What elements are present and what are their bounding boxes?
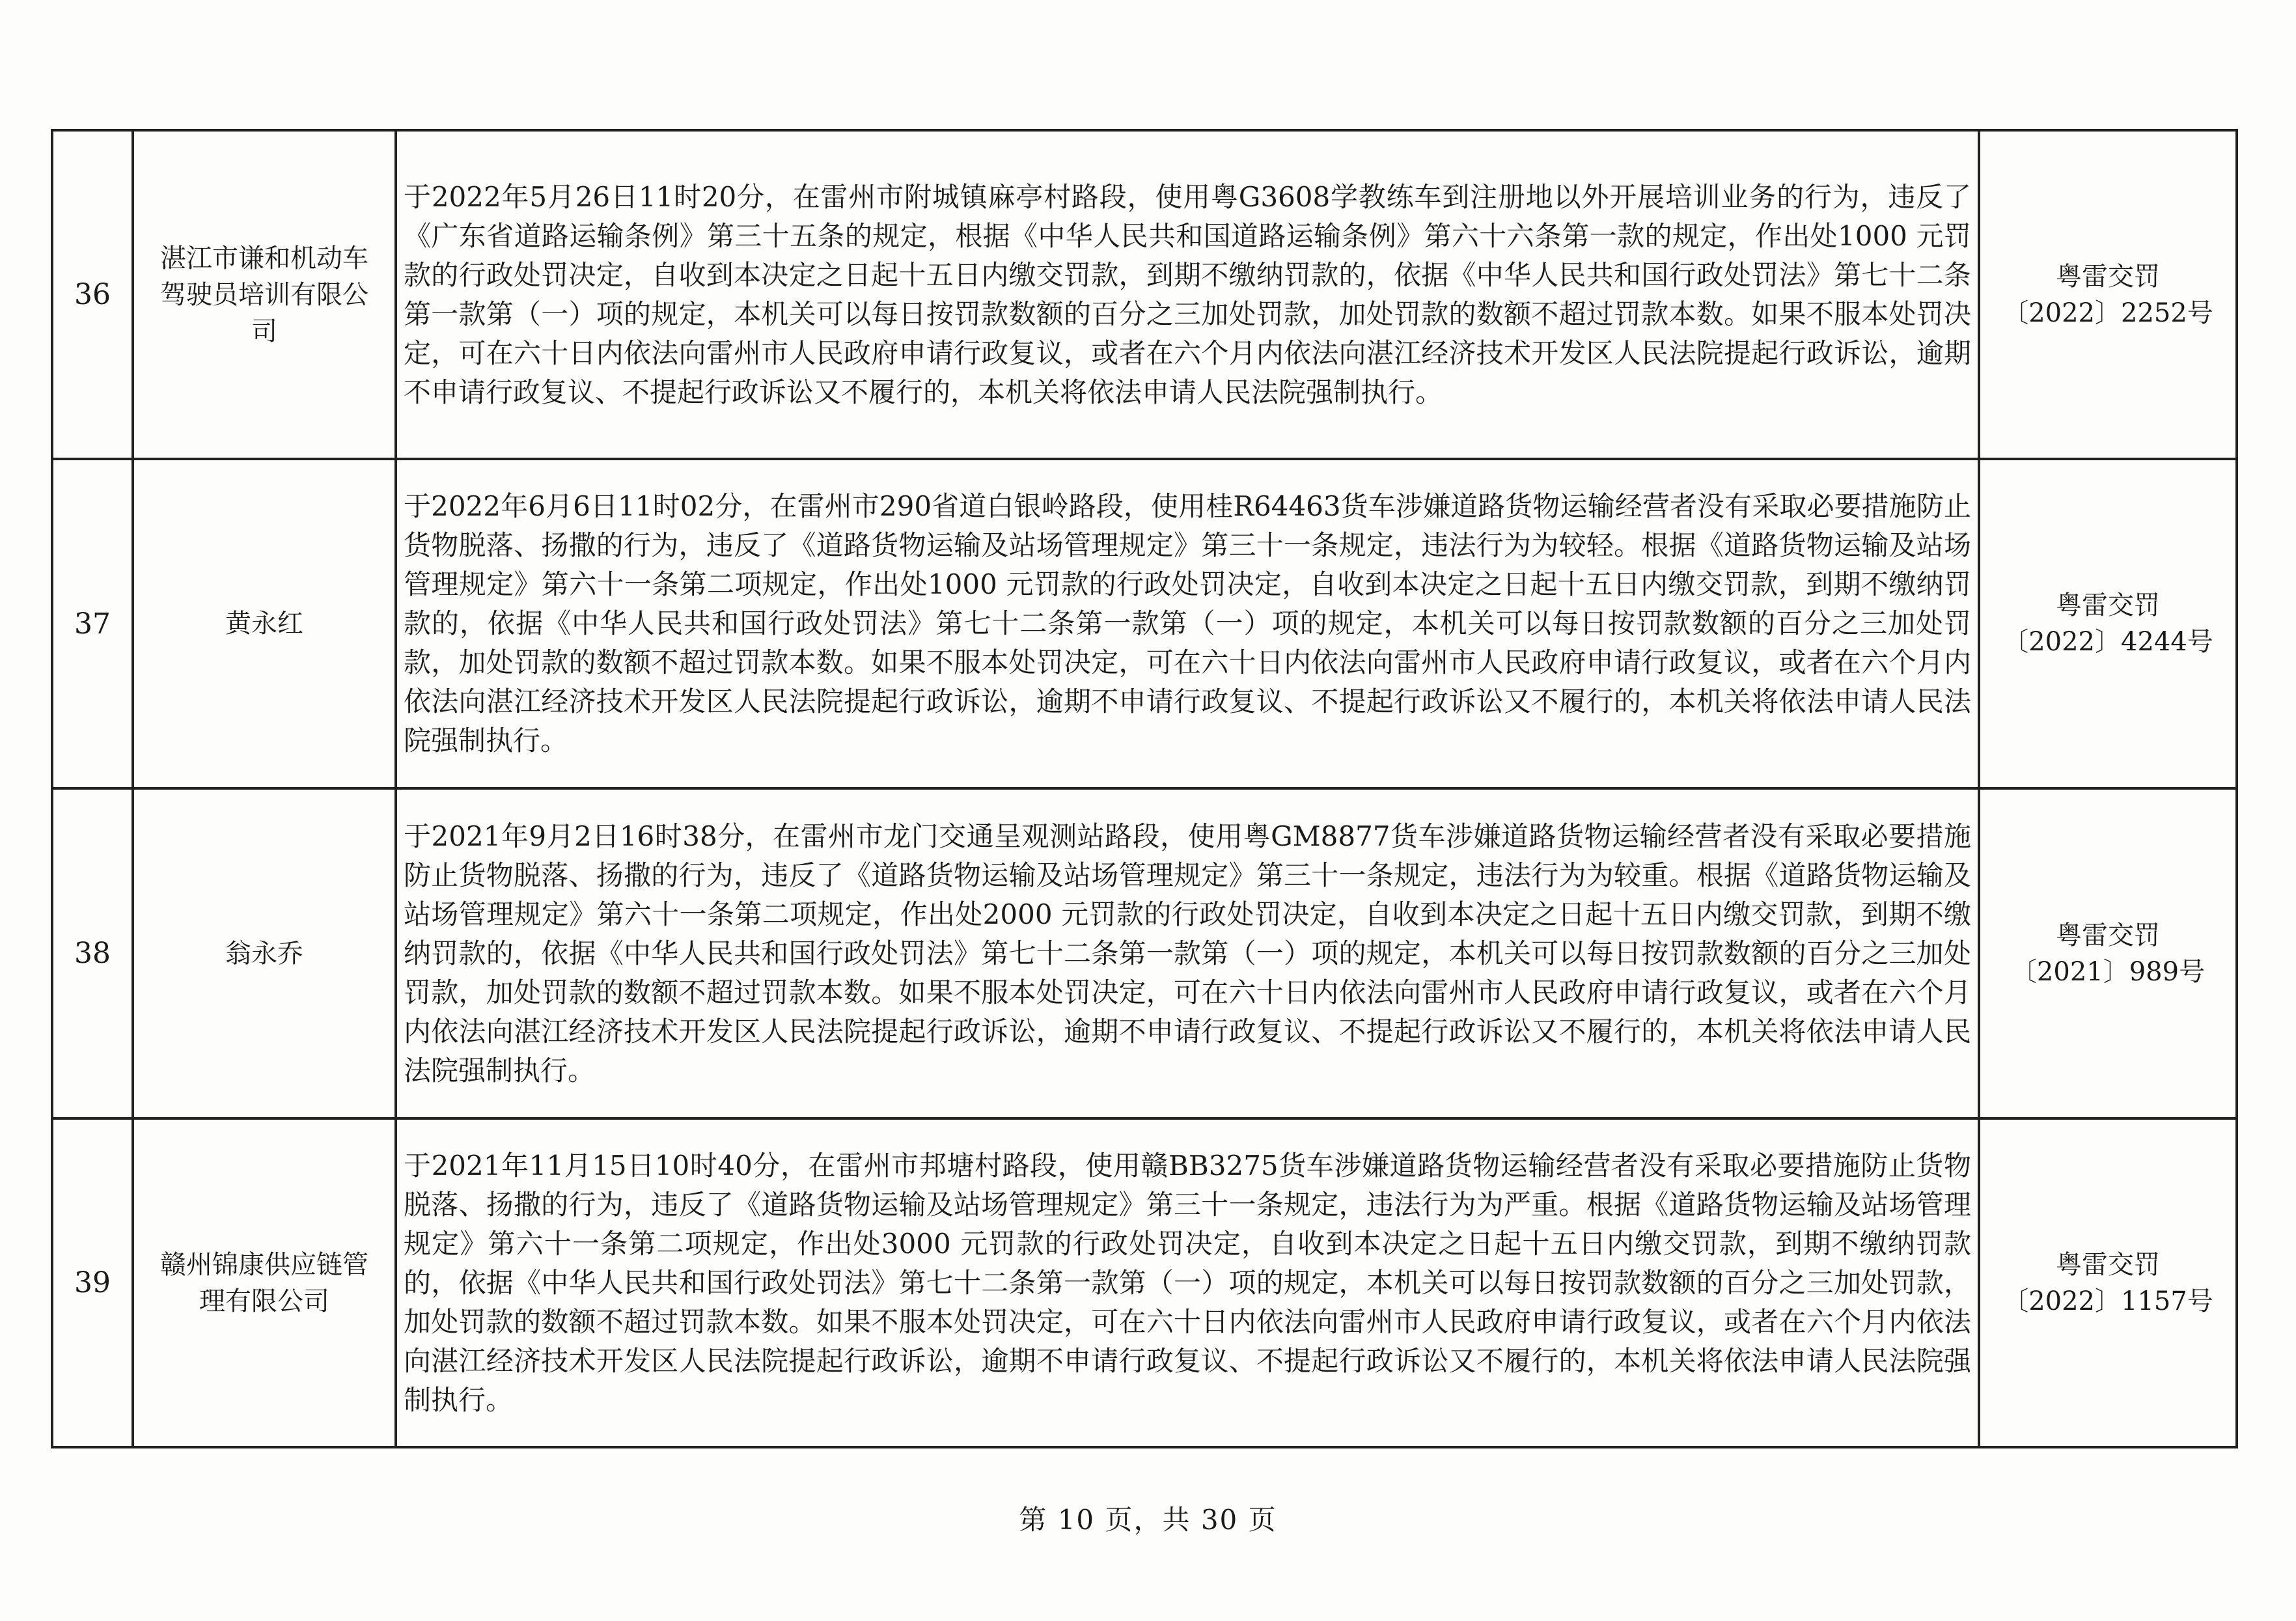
decision-number (1979, 130, 2237, 459)
row-number: 39 (52, 1118, 133, 1447)
page-number-footer: 第 10 页，共 30 页 (1019, 1504, 1277, 1536)
decision-number (1979, 1118, 2237, 1447)
violation-description (396, 1118, 1979, 1447)
decision-number-prefix: 粤雷交罚 (2056, 261, 2160, 292)
decision-number-code: 〔2022〕1157号 (2002, 1286, 2213, 1316)
row-number: 38 (52, 788, 133, 1118)
violation-description-text: 于2022年6月6日11时02分，在雷州市290省道白银岭路段，使用桂R64463货车涉嫌道路货物运输经营者没有采取必要措施防止货物脱落、扬撒的行为，违反了《道路货物运输及站场管理规定》第三十一条规定，违法行为为较轻。根据《道路货物运输及站场管理规定》第六十一条第二项规定，作出处1000 元罚款的行政处罚决定，自收到本决定之日起十五日内缴交罚款，到期不缴纳罚款的，依据《中华人民共和国行政处罚法》第七十二条第一款第（一）项的规定，本机关可以每日按罚款数额的百分之三加处罚款，加处罚款的数额不超过罚款本数。如果不服本处罚决定，可在六十日内依法向雷州市人民政府申请行政复议，或者在六个月内依法向湛江经济技术开发区人民法院提起行政诉讼，逾期不申请行政复议、不提起行政诉讼又不履行的，本机关将依法申请人民法院强制执行。 (404, 490, 1971, 756)
party-name: 翁永乔 (133, 788, 396, 1118)
decision-number (1979, 459, 2237, 788)
violation-description-text: 于2021年11月15日10时40分，在雷州市邦塘村路段，使用赣BB3275货车涉嫌道路货物运输经营者没有采取必要措施防止货物脱落、扬撒的行为，违反了《道路货物运输及站场管理规定》第三十一条规定，违法行为为严重。根据《道路货物运输及站场管理规定》第六十一条第二项规定，作出处3000 元罚款的行政处罚决定，自收到本决定之日起十五日内缴交罚款，到期不缴纳罚款的，依据《中华人民共和国行政处罚法》第七十二条第一款第（一）项的规定，本机关可以每日按罚款数额的百分之三加处罚款，加处罚款的数额不超过罚款本数。如果不服本处罚决定，可在六十日内依法向雷州市人民政府申请行政复议，或者在六个月内依法向湛江经济技术开发区人民法院提起行政诉讼，逾期不申请行政复议、不提起行政诉讼又不履行的，本机关将依法申请人民法院强制执行。 (404, 1149, 1971, 1416)
table-row (52, 459, 2237, 788)
decision-number-code: 〔2021〕989号 (2010, 956, 2206, 987)
row-number: 36 (52, 130, 133, 459)
violation-description (396, 459, 1979, 788)
violation-description (396, 788, 1979, 1118)
decision-number (1979, 788, 2237, 1118)
decision-number-prefix: 粤雷交罚 (2056, 1249, 2160, 1280)
table-row (52, 130, 2237, 459)
party-name: 赣州锦康供应链管理有限公司 (133, 1118, 396, 1447)
decision-number-prefix: 粤雷交罚 (2056, 920, 2160, 950)
penalty-records-table (51, 129, 2238, 1448)
decision-number-code: 〔2022〕2252号 (2002, 298, 2213, 328)
violation-description-text: 于2021年9月2日16时38分，在雷州市龙门交通呈观测站路段，使用粤GM8877货车涉嫌道路货物运输经营者没有采取必要措施防止货物脱落、扬撒的行为，违反了《道路货物运输及站场管理规定》第三十一条规定，违法行为为较重。根据《道路货物运输及站场管理规定》第六十一条第二项规定，作出处2000 元罚款的行政处罚决定，自收到本决定之日起十五日内缴交罚款，到期不缴纳罚款的，依据《中华人民共和国行政处罚法》第七十二条第一款第（一）项的规定，本机关可以每日按罚款数额的百分之三加处罚款，加处罚款的数额不超过罚款本数。如果不服本处罚决定，可在六十日内依法向雷州市人民政府申请行政复议，或者在六个月内依法向湛江经济技术开发区人民法院提起行政诉讼，逾期不申请行政复议、不提起行政诉讼又不履行的，本机关将依法申请人民法院强制执行。 (404, 820, 1971, 1087)
table-row (52, 1118, 2237, 1447)
party-name: 湛江市谦和机动车驾驶员培训有限公司 (133, 130, 396, 459)
decision-number-prefix: 粤雷交罚 (2056, 590, 2160, 620)
row-number: 37 (52, 459, 133, 788)
violation-description (396, 130, 1979, 459)
violation-description-text: 于2022年5月26日11时20分，在雷州市附城镇麻亭村路段，使用粤G3608学教练车到注册地以外开展培训业务的行为，违反了《广东省道路运输条例》第三十五条的规定，根据《中华人民共和国道路运输条例》第六十六条第一款的规定，作出处1000 元罚款的行政处罚决定，自收到本决定之日起十五日内缴交罚款，到期不缴纳罚款的，依据《中华人民共和国行政处罚法》第七十二条第一款第（一）项的规定，本机关可以每日按罚款数额的百分之三加处罚款，加处罚款的数额不超过罚款本数。如果不服本处罚决定，可在六十日内依法向雷州市人民政府申请行政复议，或者在六个月内依法向湛江经济技术开发区人民法院提起行政诉讼，逾期不申请行政复议、不提起行政诉讼又不履行的，本机关将依法申请人民法院强制执行。 (404, 180, 1971, 408)
table-row (52, 788, 2237, 1118)
decision-number-code: 〔2022〕4244号 (2002, 627, 2213, 657)
party-name: 黄永红 (133, 459, 396, 788)
